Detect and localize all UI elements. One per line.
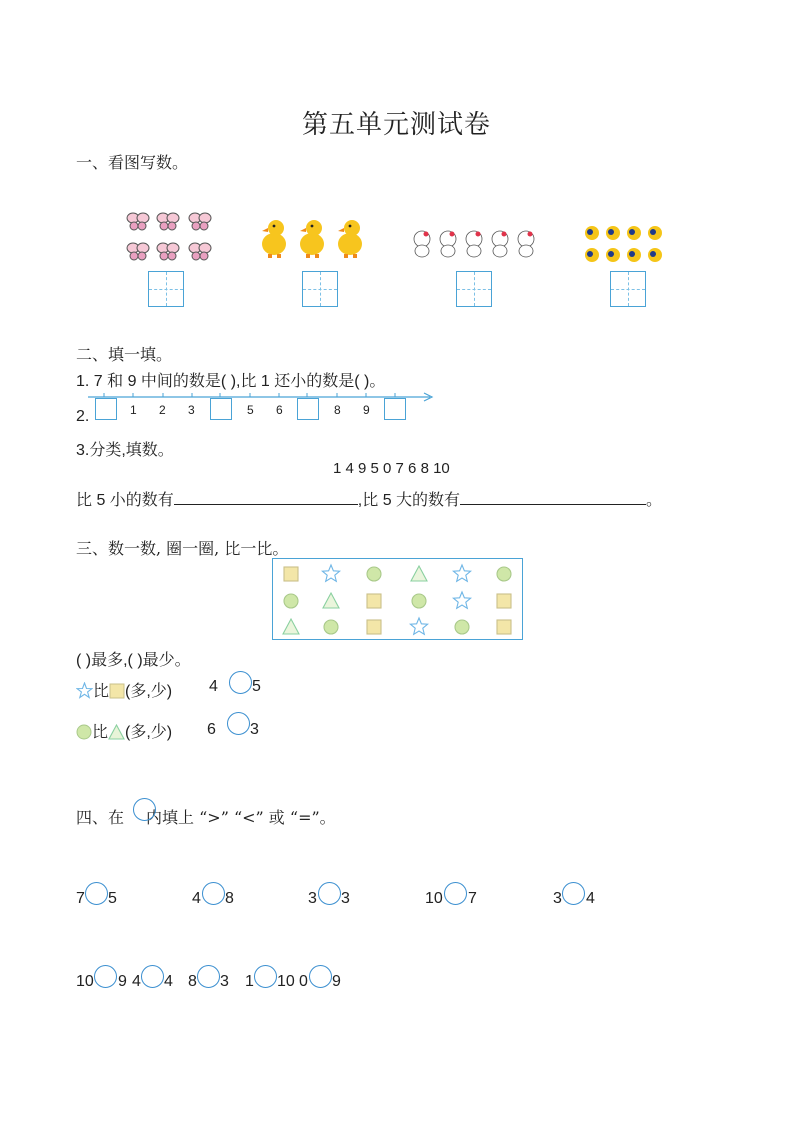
compare-a: 7 xyxy=(76,890,85,907)
question-2-2-label: 2. xyxy=(76,408,90,425)
numbers-to-classify: 1 4 9 5 0 7 6 8 10 xyxy=(333,460,450,477)
circle-icon[interactable] xyxy=(455,620,469,634)
section4-heading xyxy=(76,805,336,828)
compare-b: 7 xyxy=(468,890,477,907)
compare-b: 9 xyxy=(332,973,341,990)
compare-a: 4 xyxy=(192,890,201,907)
compare-a: 3 xyxy=(553,890,562,907)
triangle-icon xyxy=(108,724,125,740)
compare-circle-blank[interactable] xyxy=(229,671,252,694)
compare-circle-blank[interactable] xyxy=(254,965,277,988)
compare-circle-blank[interactable] xyxy=(227,712,250,735)
number-line-blank-2[interactable] xyxy=(210,398,232,420)
classify-end: 。 xyxy=(646,492,663,509)
circle-icon[interactable] xyxy=(412,594,426,608)
square-icon[interactable] xyxy=(367,620,381,634)
compare-a: 10 xyxy=(425,890,443,907)
compare-circles-triangles xyxy=(76,719,172,742)
section2-heading: 二、填一填。 xyxy=(76,345,173,364)
compare-a: 8 xyxy=(188,973,197,990)
number-line-label: 8 xyxy=(334,403,341,417)
star-icon[interactable] xyxy=(453,565,470,581)
more-less-options: (多,少) xyxy=(125,724,173,741)
answer-box-2[interactable] xyxy=(302,271,338,307)
compare-b: 5 xyxy=(108,890,117,907)
heading-circle-icon xyxy=(133,798,156,821)
compare-a: 10 xyxy=(76,973,94,990)
compare-a: 4 xyxy=(132,973,141,990)
square-icon xyxy=(109,683,125,699)
compare-circle-blank[interactable] xyxy=(85,882,108,905)
less-than-5-blank[interactable] xyxy=(174,488,358,505)
square-icon[interactable] xyxy=(367,594,381,608)
number-line-blank-1[interactable] xyxy=(95,398,117,420)
number-line-label: 6 xyxy=(276,403,283,417)
compare-b: 9 xyxy=(118,973,127,990)
question-2-3-label: 3.分类,填数。 xyxy=(76,442,174,459)
compare-value-b: 3 xyxy=(250,721,259,738)
compare-b: 3 xyxy=(220,973,229,990)
compare-b: 4 xyxy=(164,973,173,990)
triangle-icon[interactable] xyxy=(411,566,427,581)
compare-circle-blank[interactable] xyxy=(202,882,225,905)
compare-circle-blank[interactable] xyxy=(94,965,117,988)
section4-heading-b: 内填上 “>” “<” 或 “=”。 xyxy=(146,808,336,827)
circle-icon xyxy=(76,724,92,740)
kittens-picture xyxy=(410,226,542,260)
star-icon[interactable] xyxy=(453,592,470,608)
number-line-label: 1 xyxy=(130,403,137,417)
compare-circle-blank[interactable] xyxy=(197,965,220,988)
circle-icon[interactable] xyxy=(284,594,298,608)
compare-circle-blank[interactable] xyxy=(318,882,341,905)
circle-icon[interactable] xyxy=(497,567,511,581)
number-line-label: 9 xyxy=(363,403,370,417)
square-icon[interactable] xyxy=(284,567,298,581)
compare-b: 4 xyxy=(586,890,595,907)
number-line-label: 3 xyxy=(188,403,195,417)
number-line-blank-3[interactable] xyxy=(297,398,319,420)
compare-circle-blank[interactable] xyxy=(562,882,585,905)
section4-heading-a: 四、在 xyxy=(76,808,125,827)
triangle-icon[interactable] xyxy=(283,619,299,634)
compare-value-b: 5 xyxy=(252,678,261,695)
number-line-label: 5 xyxy=(247,403,254,417)
compare-circle-blank[interactable] xyxy=(309,965,332,988)
star-icon[interactable] xyxy=(410,618,427,634)
compare-word: 比 xyxy=(93,683,110,700)
compare-circle-blank[interactable] xyxy=(141,965,164,988)
number-line-blank-4[interactable] xyxy=(384,398,406,420)
star-icon xyxy=(76,682,93,699)
number-line-label: 2 xyxy=(159,403,166,417)
answer-box-3[interactable] xyxy=(456,271,492,307)
less-than-5-label: 比 5 小的数有 xyxy=(76,492,174,509)
compare-value-a: 4 xyxy=(209,678,218,695)
compare-b: 8 xyxy=(225,890,234,907)
answer-box-4[interactable] xyxy=(610,271,646,307)
compare-b: 3 xyxy=(341,890,350,907)
question-2-1: 1. 7 和 9 中间的数是( ),比 1 还小的数是( )。 xyxy=(76,373,386,390)
more-less-options: (多,少) xyxy=(125,683,173,700)
square-icon[interactable] xyxy=(497,620,511,634)
greater-than-5-label: ,比 5 大的数有 xyxy=(357,492,461,509)
compare-circle-blank[interactable] xyxy=(444,882,467,905)
answer-box-1[interactable] xyxy=(148,271,184,307)
compare-b: 10 xyxy=(277,973,295,990)
section1-heading: 一、看图写数。 xyxy=(76,153,189,172)
most-least-question: ( )最多,( )最少。 xyxy=(76,652,191,669)
circle-icon[interactable] xyxy=(367,567,381,581)
square-icon[interactable] xyxy=(497,594,511,608)
page-title: 第五单元测试卷 xyxy=(301,110,491,140)
compare-stars-squares xyxy=(76,678,172,701)
compare-a: 3 xyxy=(308,890,317,907)
ducks-picture xyxy=(256,214,368,262)
compare-value-a: 6 xyxy=(207,721,216,738)
compare-a: 1 xyxy=(245,973,254,990)
compare-a: 0 xyxy=(299,973,308,990)
classify-line xyxy=(76,487,662,510)
star-icon[interactable] xyxy=(322,565,339,581)
section3-heading: 三、数一数, 圈一圈, 比一比。 xyxy=(76,539,289,558)
triangle-icon[interactable] xyxy=(323,593,339,608)
shapes-grid xyxy=(273,559,524,641)
compare-word: 比 xyxy=(92,724,109,741)
circle-icon[interactable] xyxy=(324,620,338,634)
butterflies-picture xyxy=(124,206,219,268)
greater-than-5-blank[interactable] xyxy=(460,488,646,505)
shapes-panel xyxy=(272,558,523,640)
bees-picture xyxy=(582,221,668,267)
